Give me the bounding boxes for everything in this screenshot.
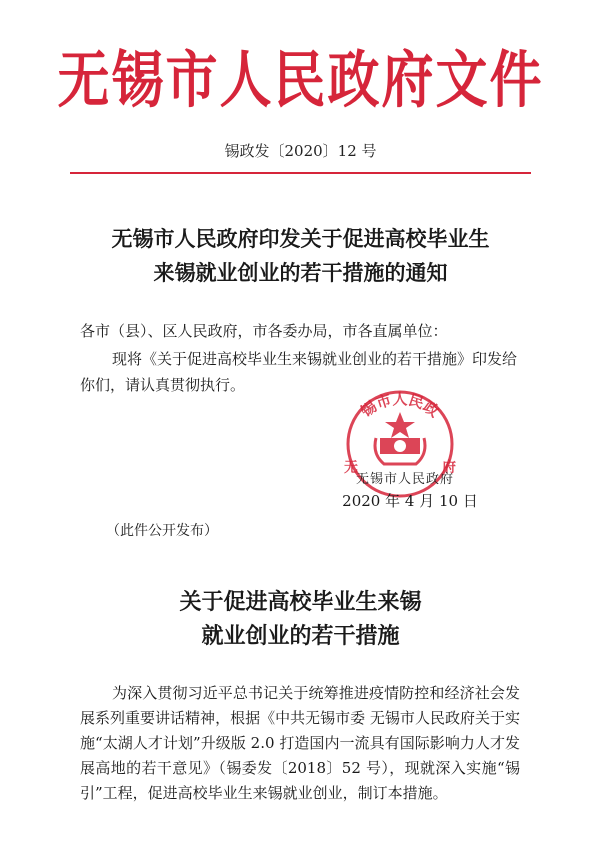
document-date: 2020 年 4 月 10 日 — [342, 492, 478, 510]
measures-title — [0, 585, 601, 653]
measures-paragraph: 为深入贯彻习近平总书记关于统筹推进疫情防控和经济社会发展系列重要讲话精神，根据《中共无锡市委 无锡市人民政府关于实施“太湖人才计划”升级版 2.0 打造国内一流具有国际影响力人才发展高地的若干意见》（锡委发〔2018〕52 号），现就深入实施“锡引”工程，促进高校毕业生来锡就业创业，制订本措施。 — [80, 684, 520, 802]
notice-title-line-1: 无锡市人民政府印发关于促进高校毕业生 — [111, 226, 490, 251]
document-number: 锡政发〔2020〕12 号 — [224, 142, 377, 160]
addressee: 各市（县）、区人民政府，市各委办局，市各直属单位： — [80, 322, 448, 340]
intro-paragraph: 现将《关于促进高校毕业生来锡就业创业的若干措施》印发给你们，请认真贯彻执行。 — [80, 350, 518, 394]
national-emblem-icon — [375, 412, 425, 464]
measures-title-line-1: 关于促进高校毕业生来锡 — [179, 589, 422, 615]
publish-note: （此件公开发布） — [106, 523, 218, 539]
seal-arc-text: 锡市人民政 — [357, 390, 443, 421]
red-divider-line — [70, 172, 531, 174]
notice-title-line-2: 来锡就业创业的若干措施的通知 — [153, 260, 448, 285]
notice-title — [0, 222, 601, 290]
masthead-title: 无锡市人民政府文件 — [57, 44, 544, 117]
seal-left-char: 无 — [344, 460, 358, 476]
signature-organization: 无锡市人民政府 — [355, 472, 454, 487]
measures-title-line-2: 就业创业的若干措施 — [201, 623, 400, 649]
seal-right-char: 府 — [442, 460, 456, 476]
